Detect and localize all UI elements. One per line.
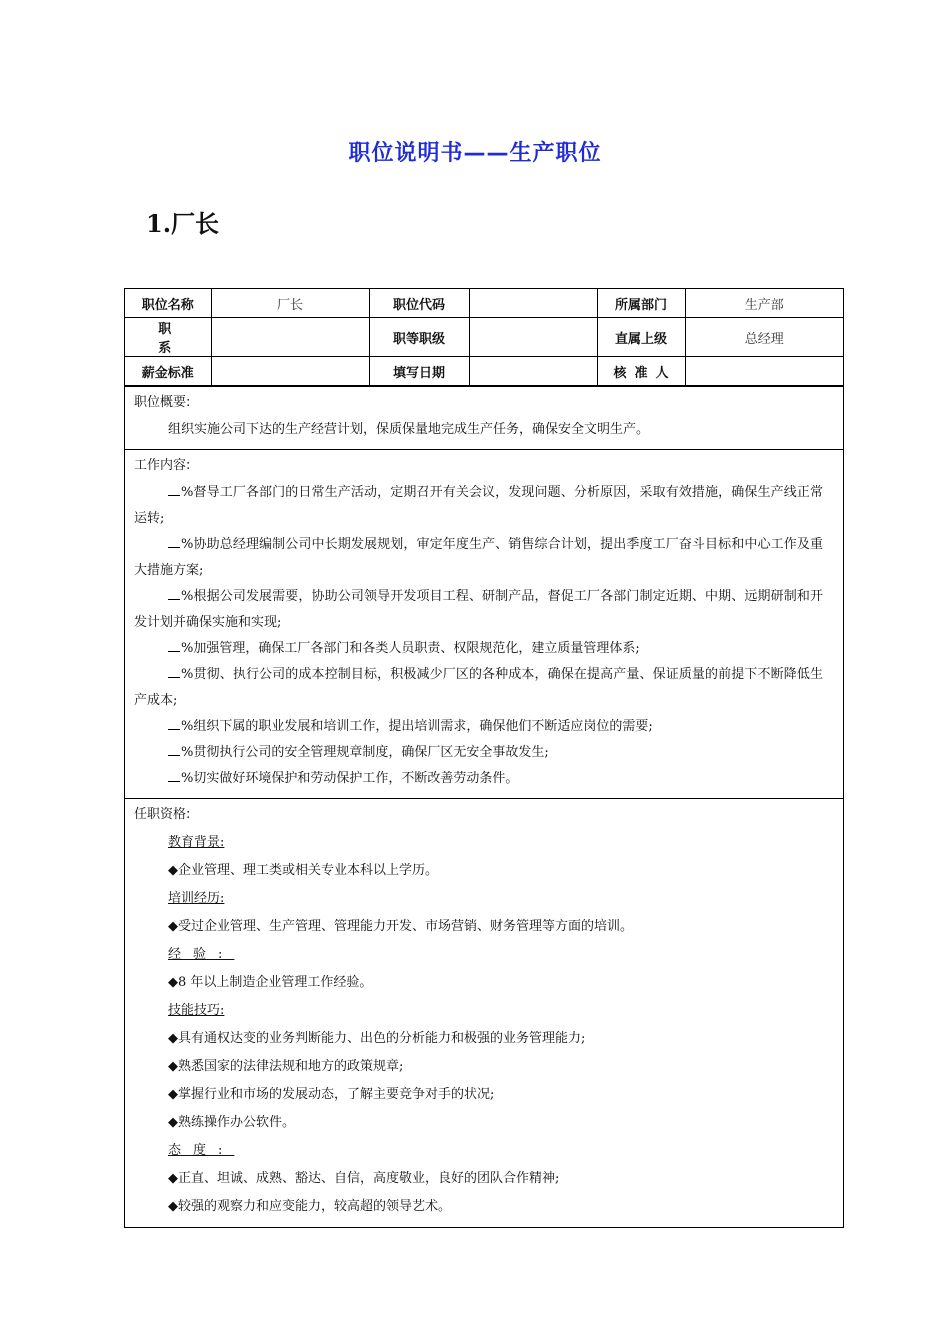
qualification-item [134, 1025, 823, 1053]
work-item [134, 584, 823, 636]
percent-blank [168, 639, 180, 652]
overview-section [125, 386, 843, 449]
qualification-item-text: 8 年以上制造企业管理工作经验。 [178, 975, 373, 990]
diamond-bullet-icon: ◆ [168, 863, 178, 878]
work-item [134, 480, 823, 532]
qualification-groups [134, 829, 823, 1221]
label-fill-date: 填写日期 [369, 357, 469, 386]
value-job-family [211, 318, 369, 357]
qualifications-section [125, 798, 843, 1227]
qualification-item [134, 1193, 823, 1221]
job-description-form [124, 288, 844, 1228]
work-section [125, 449, 843, 798]
value-position-name: 厂长 [211, 289, 369, 318]
label-department: 所属部门 [597, 289, 685, 318]
work-item-text: %贯彻、执行公司的成本控制目标，积极减少厂区的各种成本，确保在提高产量、保证质量的前提下不断降低生产成本; [134, 667, 823, 708]
work-item-text: %督导工厂各部门的日常生产活动，定期召开有关会议，发现问题、分析原因，采取有效措施，确保生产线正常运转; [134, 485, 823, 526]
label-salary: 薪金标准 [125, 357, 211, 386]
qualification-label: 培训经历: [168, 891, 225, 906]
work-item [134, 636, 823, 662]
qualification-item-text: 企业管理、理工类或相关专业本科以上学历。 [178, 863, 439, 878]
value-salary [211, 357, 369, 386]
diamond-bullet-icon: ◆ [168, 1199, 178, 1214]
work-item-text: %切实做好环境保护和劳动保护工作，不断改善劳动条件。 [181, 771, 519, 786]
qualification-item-text: 具有通权达变的业务判断能力、出色的分析能力和极强的业务管理能力; [178, 1031, 586, 1046]
section-heading: 1.厂长 [146, 209, 220, 238]
qualification-item [134, 1053, 823, 1081]
work-item-text: %加强管理，确保工厂各部门和各类人员职责、权限规范化，建立质量管理体系; [181, 641, 640, 656]
value-approver [685, 357, 843, 386]
percent-blank [168, 587, 180, 600]
qualification-item [134, 857, 823, 885]
value-grade [469, 318, 597, 357]
qualification-item [134, 1081, 823, 1109]
value-department: 生产部 [685, 289, 843, 318]
diamond-bullet-icon: ◆ [168, 975, 178, 990]
diamond-bullet-icon: ◆ [168, 1171, 178, 1186]
value-position-code [469, 289, 597, 318]
work-item-text: %组织下属的职业发展和培训工作，提出培训需求，确保他们不断适应岗位的需要; [181, 719, 653, 734]
work-title: 工作内容: [134, 458, 191, 473]
percent-blank [168, 483, 180, 496]
info-row [125, 289, 843, 318]
overview-title: 职位概要: [134, 395, 191, 410]
diamond-bullet-icon: ◆ [168, 1087, 178, 1102]
work-item-text: %协助总经理编制公司中长期发展规划，审定年度生产、销售综合计划，提出季度工厂奋斗目标和中心工作及重大措施方案; [134, 537, 823, 578]
work-item [134, 766, 823, 792]
label-job-family: 职系 [125, 318, 211, 357]
label-grade: 职等职级 [369, 318, 469, 357]
work-item-text: %贯彻执行公司的安全管理规章制度，确保厂区无安全事故发生; [181, 745, 549, 760]
percent-blank [168, 769, 180, 782]
work-items [134, 480, 823, 792]
label-position-code: 职位代码 [369, 289, 469, 318]
percent-blank [168, 665, 180, 678]
qualification-item [134, 1165, 823, 1193]
qualification-item-text: 受过企业管理、生产管理、管理能力开发、市场营销、财务管理等方面的培训。 [178, 919, 634, 934]
work-item [134, 662, 823, 714]
diamond-bullet-icon: ◆ [168, 1059, 178, 1074]
work-item [134, 532, 823, 584]
value-supervisor: 总经理 [685, 318, 843, 357]
qualification-item [134, 913, 823, 941]
work-item [134, 714, 823, 740]
qualification-label: 教育背景: [168, 835, 225, 850]
diamond-bullet-icon: ◆ [168, 919, 178, 934]
qualification-item [134, 969, 823, 997]
diamond-bullet-icon: ◆ [168, 1031, 178, 1046]
diamond-bullet-icon: ◆ [168, 1115, 178, 1130]
qualifications-title: 任职资格: [134, 807, 191, 822]
info-table [125, 289, 843, 386]
label-position-name: 职位名称 [125, 289, 211, 318]
info-row [125, 357, 843, 386]
label-supervisor: 直属上级 [597, 318, 685, 357]
info-row [125, 318, 843, 357]
work-item-text: %根据公司发展需要，协助公司领导开发项目工程、研制产品，督促工厂各部门制定近期、中期、远期研制和开发计划并确保实施和实现; [134, 589, 823, 630]
label-approver: 核准人 [597, 357, 685, 386]
percent-blank [168, 717, 180, 730]
document-title: 职位说明书——生产职位 [348, 141, 602, 166]
qualification-item-text: 掌握行业和市场的发展动态，了解主要竞争对手的状况; [178, 1087, 495, 1102]
qualification-item-text: 熟练操作办公软件。 [178, 1115, 296, 1130]
qualification-label: 态度: [168, 1143, 235, 1158]
percent-blank [168, 743, 180, 756]
qualification-item-text: 熟悉国家的法律法规和地方的政策规章; [178, 1059, 404, 1074]
overview-text: 组织实施公司下达的生产经营计划，保质保量地完成生产任务，确保安全文明生产。 [168, 422, 650, 437]
qualification-label: 技能技巧: [168, 1003, 225, 1018]
qualification-label: 经验: [168, 947, 235, 962]
percent-blank [168, 535, 180, 548]
qualification-item-text: 较强的观察力和应变能力，较高超的领导艺术。 [178, 1199, 452, 1214]
qualification-item-text: 正直、坦诚、成熟、豁达、自信，高度敬业，良好的团队合作精神; [178, 1171, 560, 1186]
value-fill-date [469, 357, 597, 386]
qualification-item [134, 1109, 823, 1137]
work-item [134, 740, 823, 766]
